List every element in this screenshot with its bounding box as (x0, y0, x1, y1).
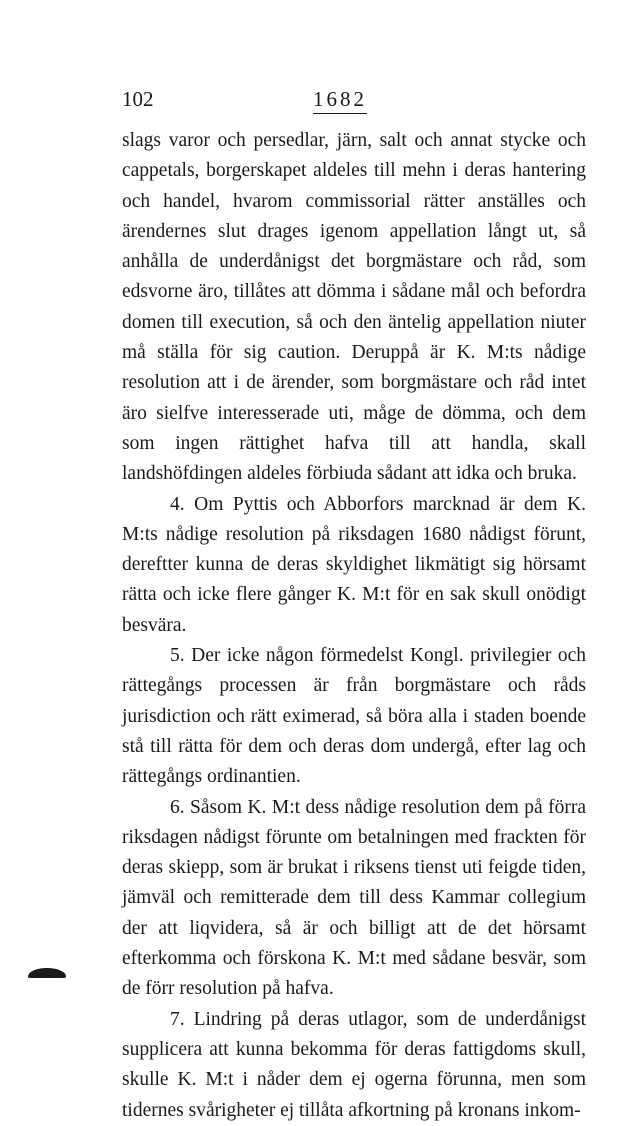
ink-blot-mark (28, 968, 66, 978)
paragraph: 4. Om Pyttis och Abborfors marcknad är dem K. M:ts nådige resolution på riksdagen 1680 nådigst förunt, dereftter kunna de deras skyldighet likmätigt sig hörsamt rätta och icke flere gånger K. M:t för en sak skull onödigt besvära. (122, 493, 586, 636)
paragraph: 5. Der icke någon förmedelst Kongl. privilegier och rättegångs processen är från borgmästare och råds jurisdiction och rätt eximerad, så böra alla i staden boende stå till rätta för dem och deras dom undergå, efter lag och rättegångs ordinantien. (122, 645, 586, 788)
paragraph: slags varor och persedlar, järn, salt och annat stycke och cappetals, borgerskapet aldeles till mehn i deras hantering och handel, hvarom commissorial rätter anställes och ärendernes slut drages igenom appellation långt ut, så anhålla de underdånigst det borgmästare och råd, som edsvorne äro, tillåtes att dömma i sådane mål och befordra domen till execution, så och den äntelig appellation niuter må ställa för sig caution. Deruppå är K. M:ts nådige resolution att i de ärender, som borgmästare och råd intet äro sielfve interesserade uti, måge de dömma, och dem som ingen rättighet hafva till att handla, skall landshöfdingen aldeles förbiuda sådant att idka och bruka. (122, 130, 586, 485)
paragraph: 7. Lindring på deras utlagor, som de underdånigst supplicera att kunna bekomma för deras fattigdoms skull, skulle K. M:t i nåder dem ej ogerna förunna, men som tidernes svårigheter ej tillåta afkortning på kronans inkom- (122, 1008, 586, 1121)
paragraph: 6. Såsom K. M:t dess nådige resolution dem på förra riksdagen nådigst förunte om betalningen med frackten för deras skiepp, som är brukat i riksens tienst uti feigde tiden, jämväl och remitterade dem till dess Kammar collegium der att liqvidera, så är och billigt att de det hörsamt efterkomma och förskona K. M:t med sådane besvär, som de förr resolution på hafva. (122, 796, 586, 1000)
running-head-year: 1682 (313, 86, 367, 114)
body-text (122, 126, 586, 1126)
page-number: 102 (122, 87, 154, 111)
